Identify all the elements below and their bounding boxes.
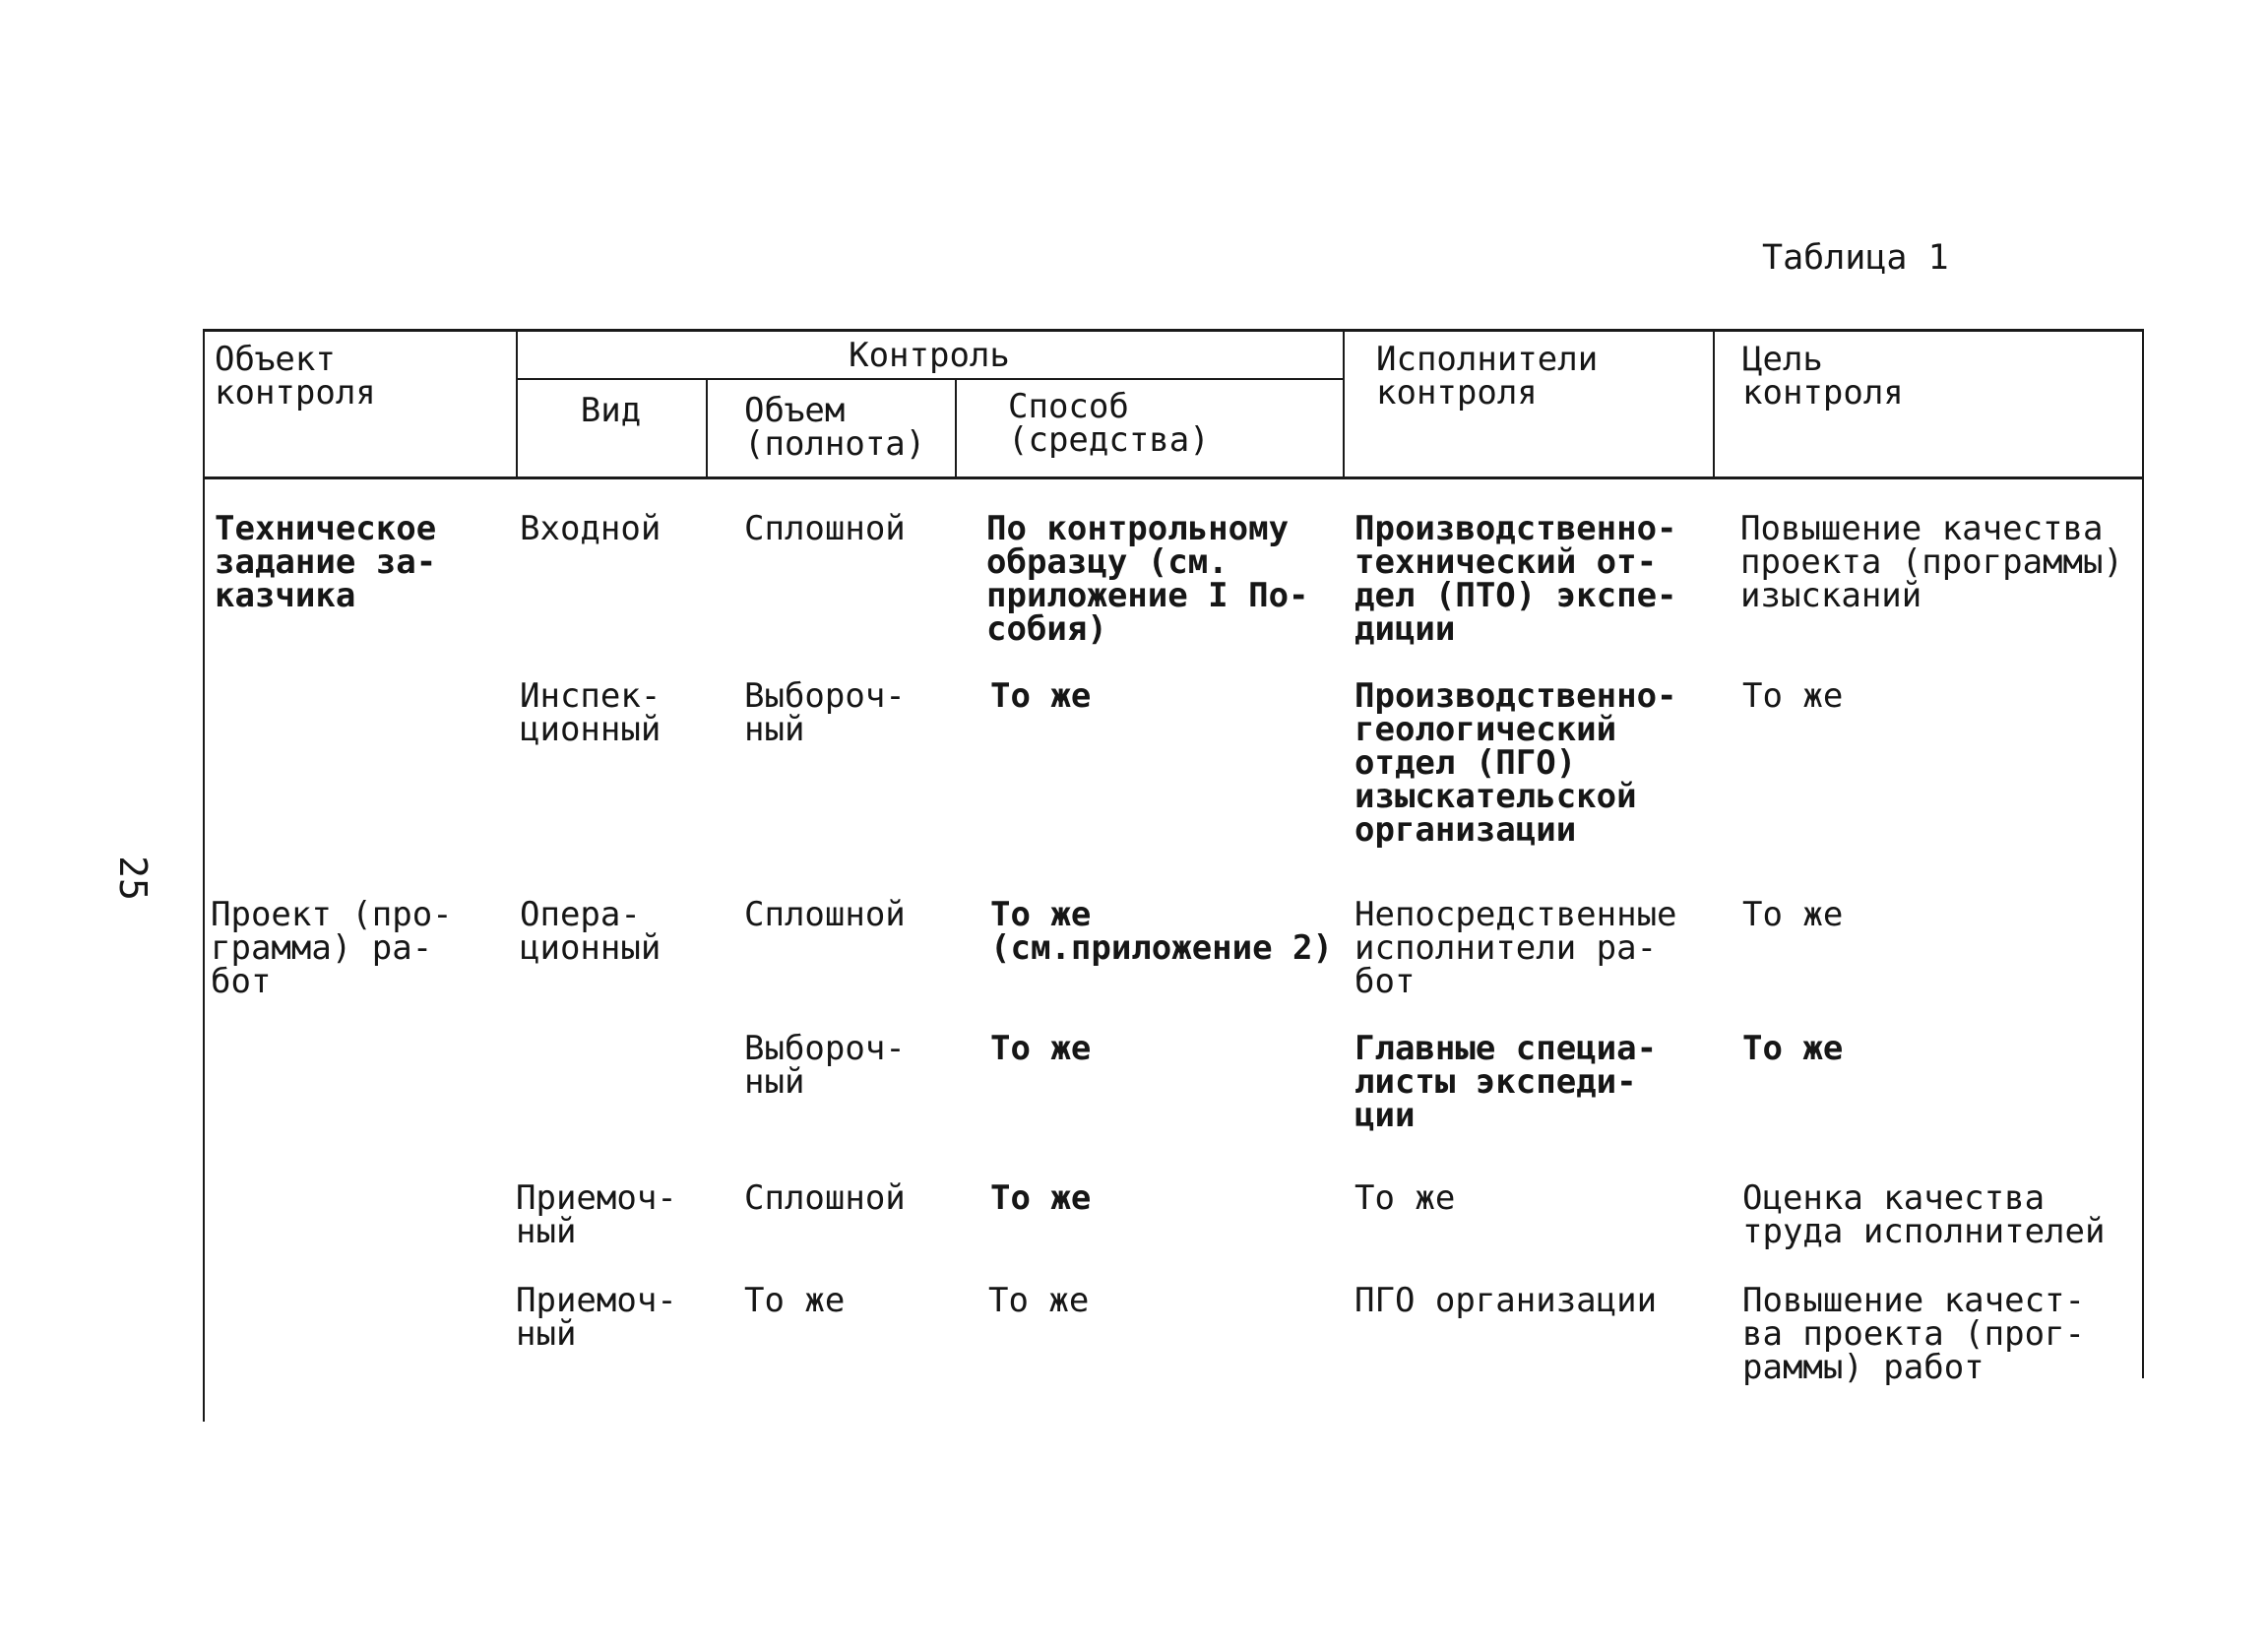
control-group-underline xyxy=(516,378,1343,380)
table-left-border xyxy=(203,329,205,1422)
table-right-border xyxy=(2142,329,2144,1378)
row4-performers: Главные специа- листы экспеди- ции xyxy=(1354,1029,1658,1135)
row6-method: То же xyxy=(988,1281,1090,1320)
row2-goal: То же xyxy=(1742,676,1844,716)
table-top-border xyxy=(205,329,2142,332)
row3-object: Проект (про- грамма) ра- бот xyxy=(211,895,453,1001)
header-goal: Цель контроля xyxy=(1742,340,1904,413)
row3-volume: Сплошной xyxy=(744,895,906,934)
row1-performers: Производственно- технический от- дел (ПТО) экспе- диции xyxy=(1354,509,1677,649)
row3-method: То же (см.приложение 2) xyxy=(990,895,1333,968)
row2-volume: Выбороч- ный xyxy=(744,676,906,749)
row6-goal: Повышение качест- ва проекта (прог- раммы) работ xyxy=(1742,1281,2085,1387)
row1-goal: Повышение качества проекта (программы) изысканий xyxy=(1740,509,2123,615)
row4-method: То же xyxy=(990,1029,1092,1068)
row5-performers: То же xyxy=(1354,1178,1456,1218)
page-number: 25 xyxy=(110,856,155,901)
table-caption: Таблица 1 xyxy=(1762,238,1949,278)
row3-performers: Непосредственные исполнители ра- бот xyxy=(1354,895,1677,1001)
row3-kind: Опера- ционный xyxy=(520,895,662,968)
row1-kind: Входной xyxy=(520,509,662,548)
row5-goal: Оценка качества труда исполнителей xyxy=(1742,1178,2106,1251)
row1-method: По контрольному образцу (см. приложение I По- собия) xyxy=(986,509,1309,649)
header-kind: Вид xyxy=(580,391,642,430)
row5-volume: Сплошной xyxy=(744,1178,906,1218)
row1-volume: Сплошной xyxy=(744,509,906,548)
row5-kind: Приемоч- ный xyxy=(516,1178,677,1251)
row2-performers: Производственно- геологический отдел (ПГО) изыскательской организации xyxy=(1354,676,1677,850)
header-control-group: Контроль xyxy=(849,336,1010,375)
header-method: Способ (средства) xyxy=(1008,387,1210,460)
header-divider-4 xyxy=(1343,329,1345,476)
header-object: Объект контроля xyxy=(215,340,376,413)
row6-kind: Приемоч- ный xyxy=(516,1281,677,1354)
row2-method: То же xyxy=(990,676,1092,716)
row3-goal: То же xyxy=(1742,895,1844,934)
header-divider-3 xyxy=(955,378,957,476)
row1-object: Техническое задание за- казчика xyxy=(215,509,437,615)
header-bottom-border xyxy=(205,476,2142,479)
header-performers: Исполнители контроля xyxy=(1376,340,1599,413)
row6-performers: ПГО организации xyxy=(1354,1281,1658,1320)
header-volume: Объем (полнота) xyxy=(744,391,926,464)
header-divider-2 xyxy=(706,378,708,476)
header-divider-5 xyxy=(1713,329,1715,476)
row2-kind: Инспек- ционный xyxy=(520,676,662,749)
row6-volume: То же xyxy=(744,1281,846,1320)
row5-method: То же xyxy=(990,1178,1092,1218)
row4-goal: То же xyxy=(1742,1029,1844,1068)
row4-volume: Выбороч- ный xyxy=(744,1029,906,1102)
